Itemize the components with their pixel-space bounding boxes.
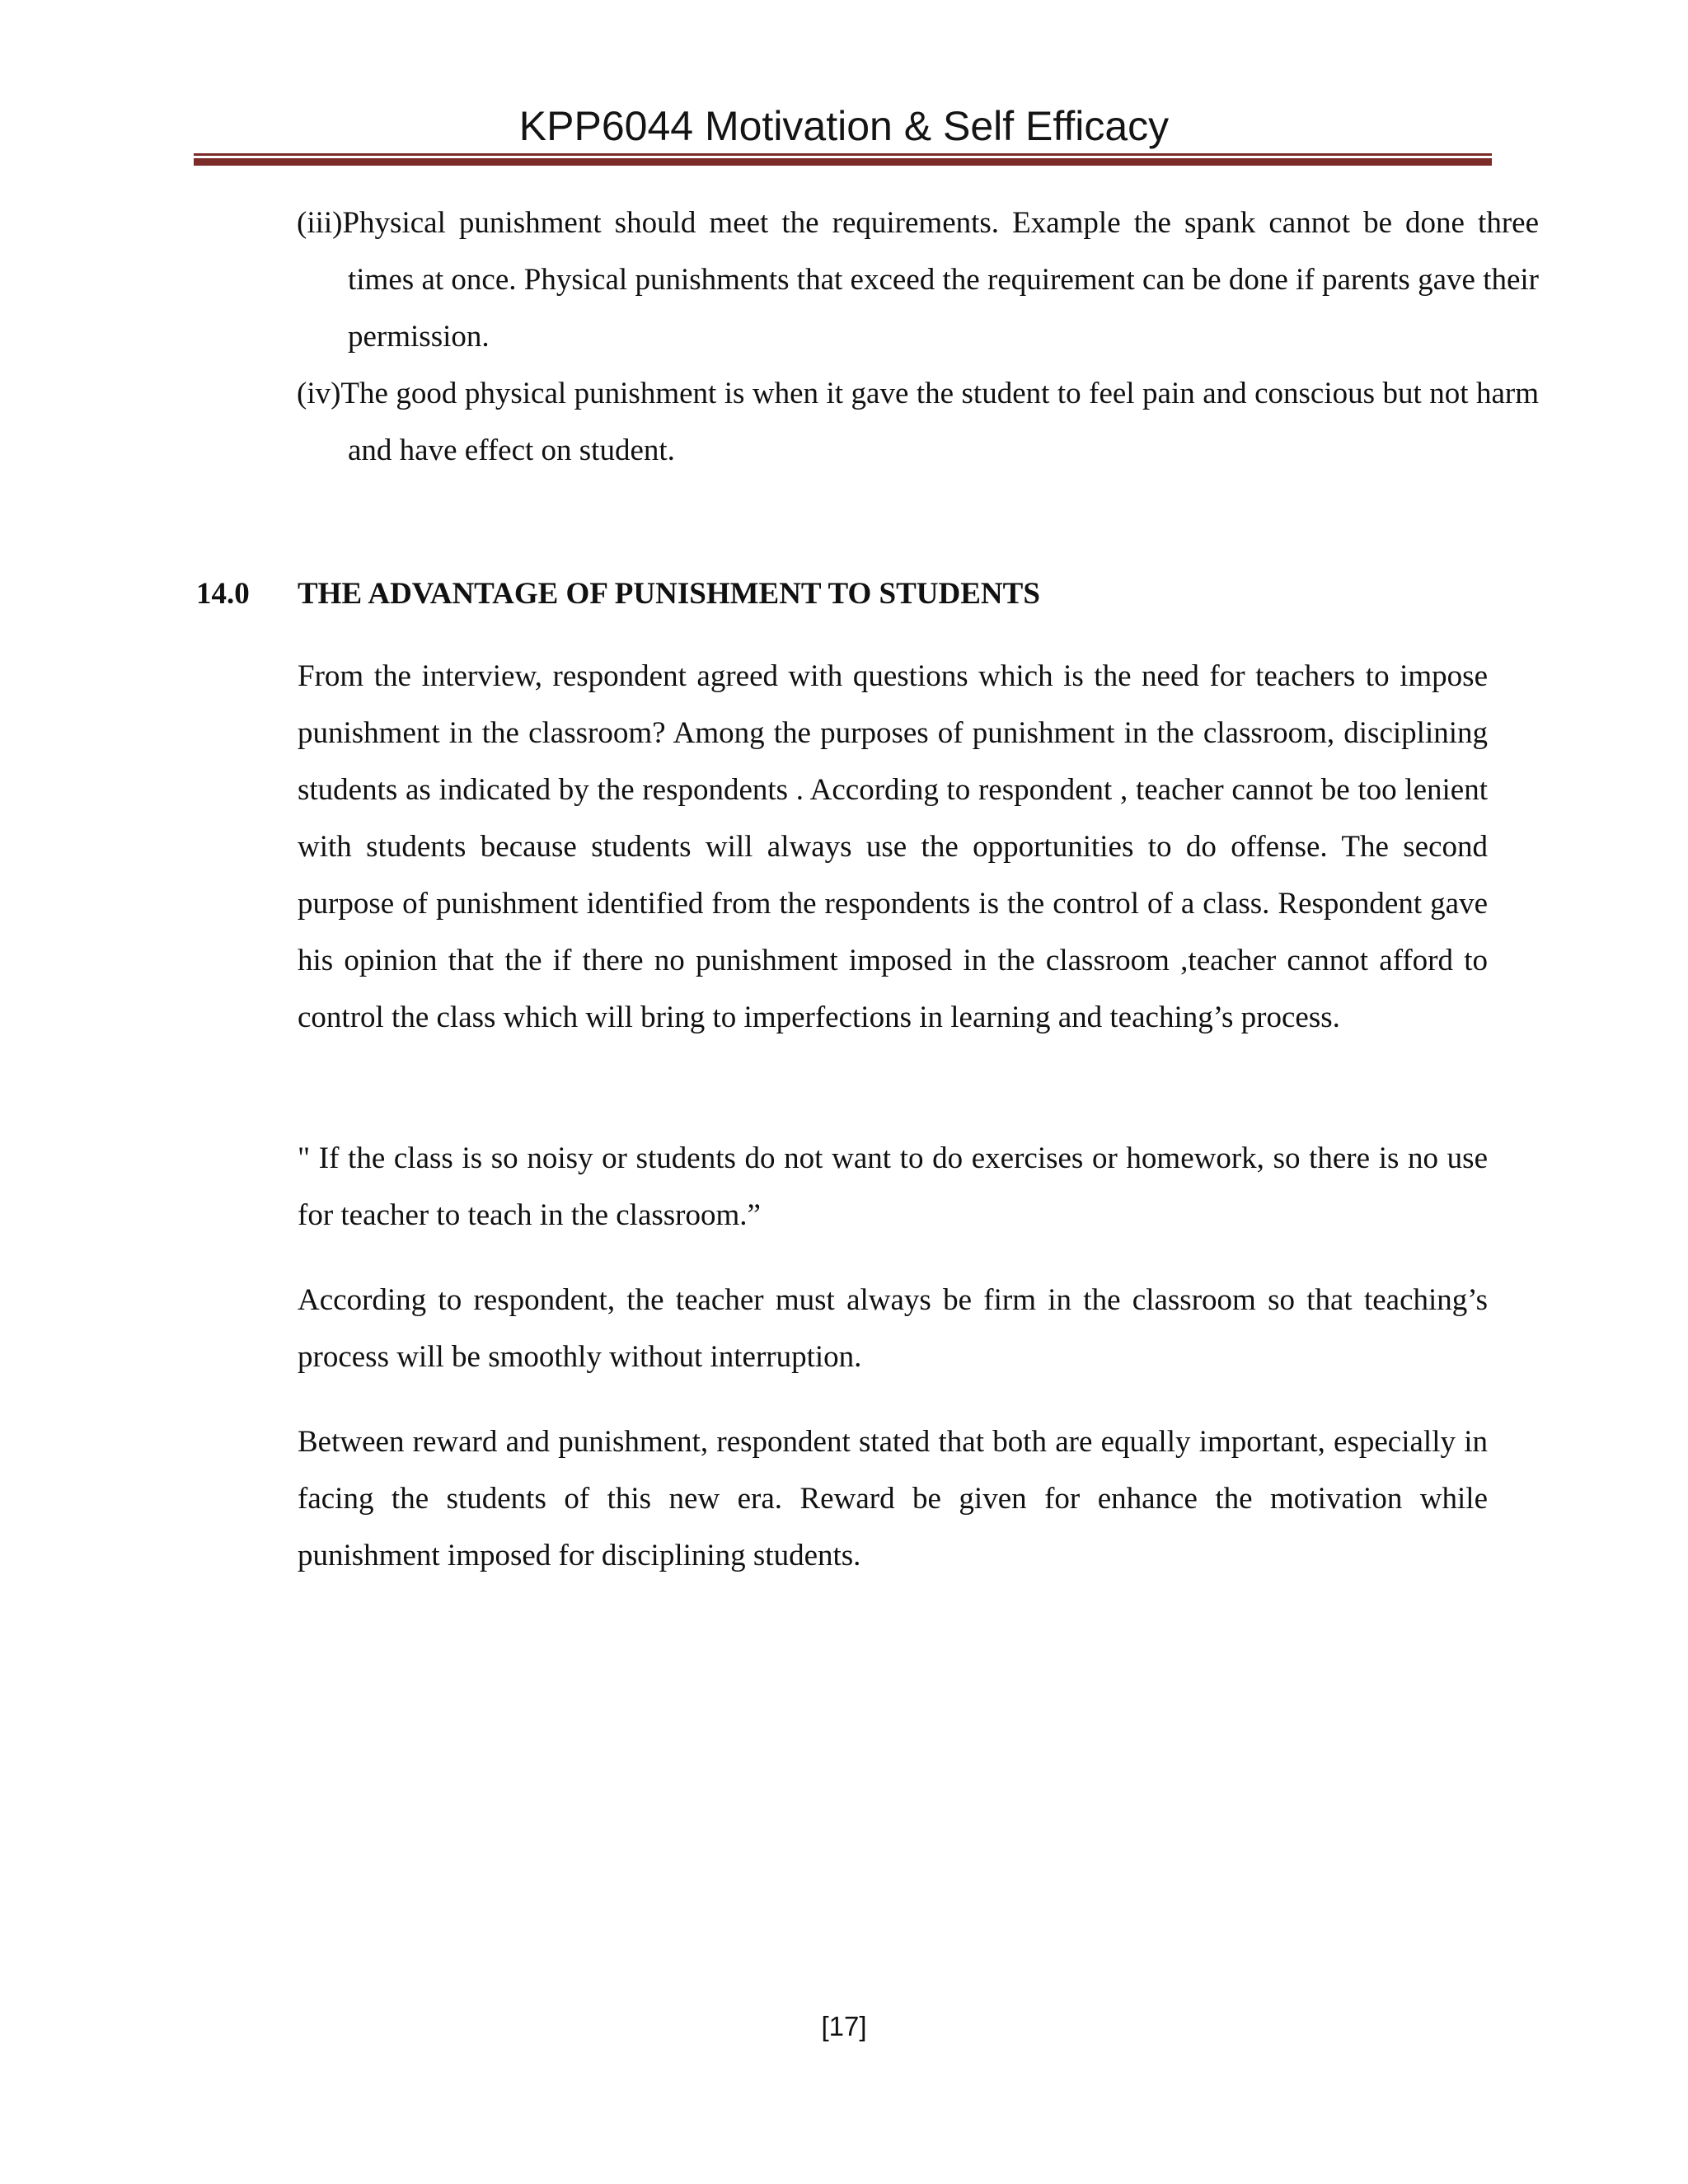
paragraph-interview: From the interview, respondent agreed with questions which is the need for teachers to impose punishment in the classroom? Among the purposes of punishment in the classroom, disciplining students as indicated by the respondents . According to respondent , teacher cannot be too lenient with students because students will always use the opportunities to do offense. The second purpose of punishment identified from the respondents is the control of a class. Respondent gave his opinion that the if there no punishment imposed in the classroom ,teacher cannot afford to control the class which will bring to imperfections in learning and teaching’s process. [298,659,1488,1034]
header-rule-thick [194,158,1492,166]
page-number: [17] [821,2011,867,2041]
section-number: 14.0 [196,577,250,611]
paragraph-quote: " If the class is so noisy or students do not want to do exercises or homework, so there is no use for teacher to teach in the classroom.” [298,1141,1488,1232]
paragraph-firm-teacher: According to respondent, the teacher must always be firm in the classroom so that teaching’s process will be smoothly without interruption. [298,1283,1488,1374]
page-header-title: KPP6044 Motivation & Self Efficacy [518,103,1170,149]
header-rule-thin [194,153,1492,156]
list-item-iii: (iii)Physical punishment should meet the requirements. Example the spank cannot be done three times at once. Physical punishments that exceed the requirement can be done if parents gave their permission. [297,206,1539,354]
section-heading: THE ADVANTAGE OF PUNISHMENT TO STUDENTS [298,577,1040,611]
paragraph-reward-punishment: Between reward and punishment, respondent stated that both are equally important, especially in facing the students of this new era. Reward be given for enhance the motivation while punishment imposed for disciplining students. [298,1425,1488,1572]
list-item-iv: (iv)The good physical punishment is when it gave the student to feel pain and conscious but not harm and have effect on student. [297,377,1539,467]
